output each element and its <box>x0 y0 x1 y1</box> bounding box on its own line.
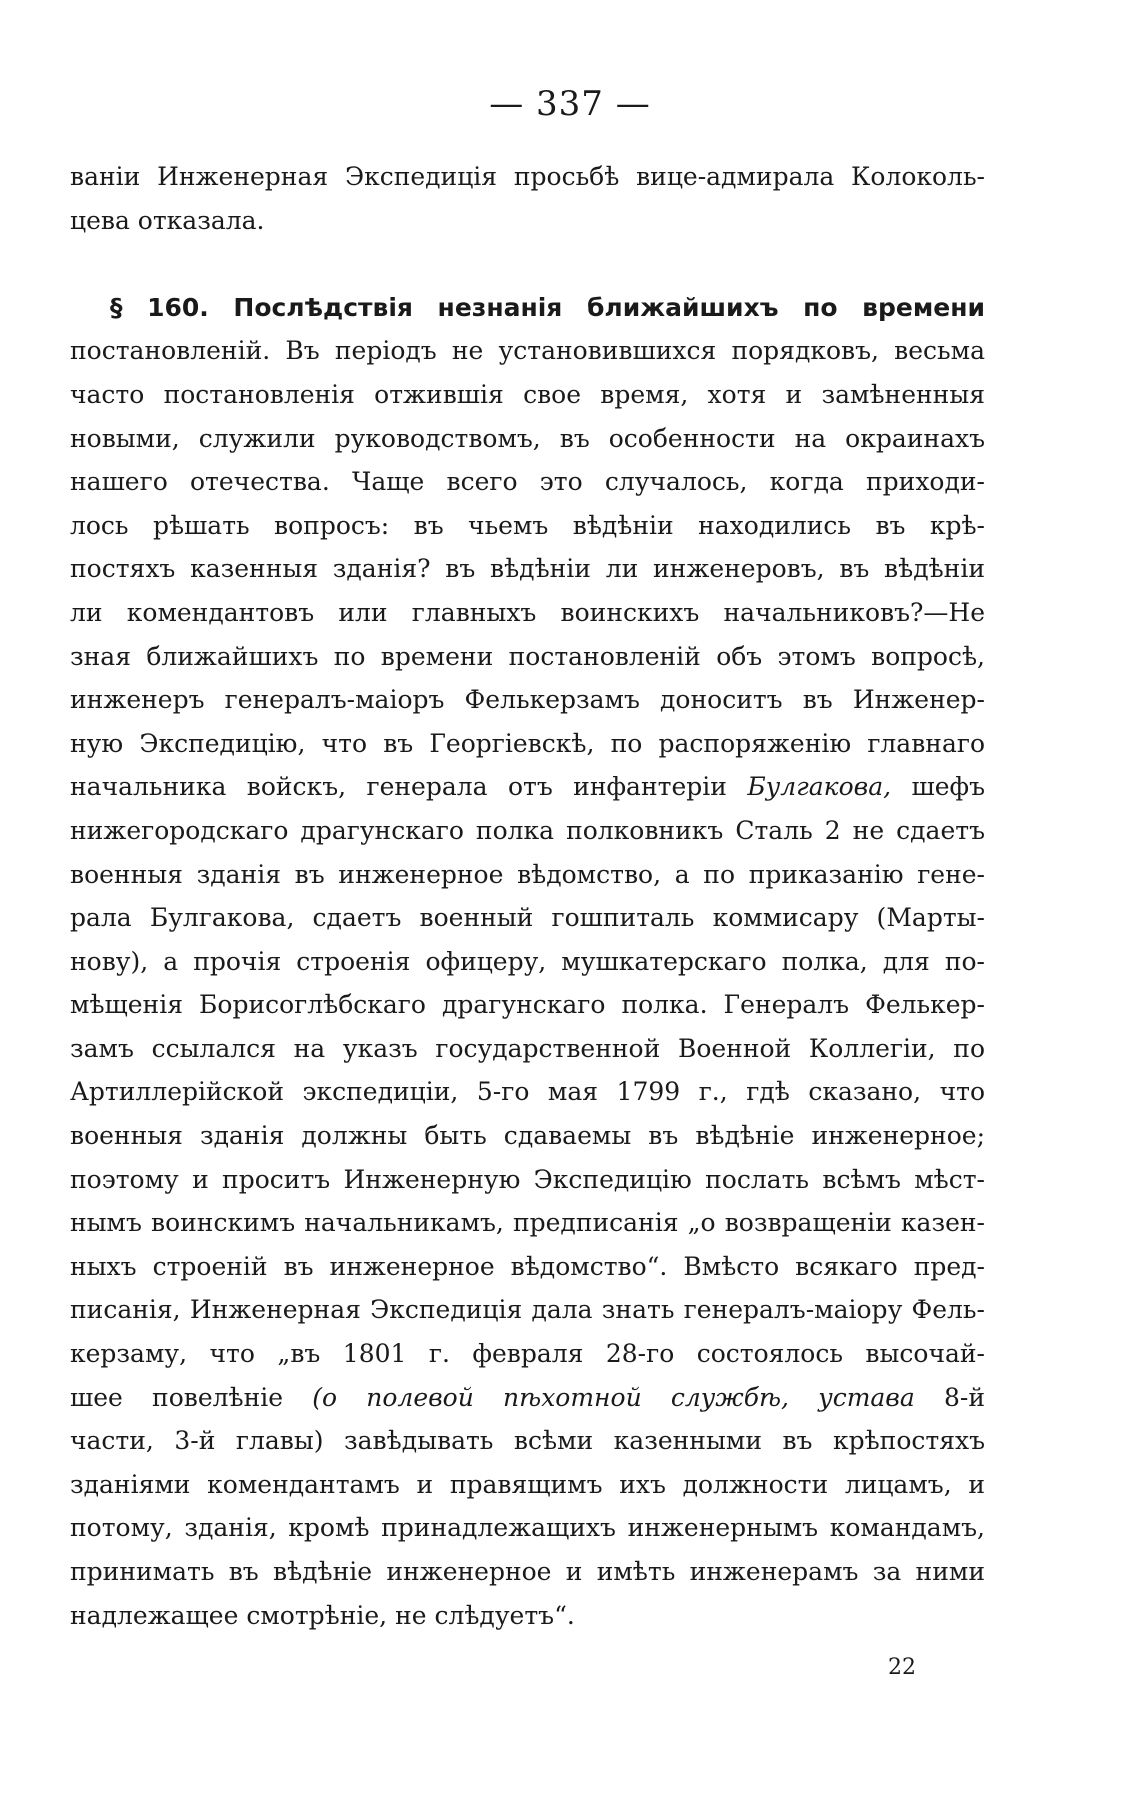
page-number: — 337 — <box>489 84 651 124</box>
italic-name-bulgakov: Булгакова, <box>747 772 892 802</box>
text-line-mixed <box>70 765 985 809</box>
text-line: нымъ воинскимъ начальникамъ, предписанія „о возвращеніи казен- <box>70 1208 985 1238</box>
text-line: части, 3-й главы) завѣдывать всѣми казенными въ крѣпостяхъ <box>70 1426 985 1456</box>
text-line: керзаму, что „въ 1801 г. февраля 28-го состоялось высочай- <box>70 1339 985 1369</box>
italic-ustav-reference: (о полевой пѣхотной службѣ, устава <box>312 1382 915 1412</box>
text-line: постановленій. Въ періодъ не установившихся порядковъ, весьма <box>70 336 985 366</box>
text-line: нижегородскаго драгунскаго полка полковникъ Сталь 2 не сдаетъ <box>70 815 985 845</box>
text-line: зданіями комендантамъ и правящимъ ихъ должности лицамъ, и <box>70 1469 985 1499</box>
text-line: писанія, Инженерная Экспедиція дала знать генералъ-маіору Фель- <box>70 1295 985 1325</box>
text-line: ли комендантовъ или главныхъ воинскихъ начальниковъ?—Не <box>70 597 985 627</box>
text-line: лось рѣшать вопросъ: въ чьемъ вѣдѣніи находились въ крѣ- <box>70 510 985 540</box>
text-line: новыми, служили руководствомъ, въ особенности на окраинахъ <box>70 423 985 453</box>
text-line: поэтому и проситъ Инженерную Экспедицію послать всѣмъ мѣст- <box>70 1164 985 1194</box>
text-line: ную Экспедицію, что въ Георгіевскѣ, по распоряженію главнаго <box>70 728 985 758</box>
text-line: Артиллерійской экспедиціи, 5-го мая 1799 г., гдѣ сказано, что <box>70 1077 985 1107</box>
text-line: потому, зданія, кромѣ принадлежащихъ инженернымъ командамъ, <box>70 1513 985 1543</box>
text-span: 8-й <box>914 1382 985 1412</box>
body-text <box>70 155 985 1637</box>
text-line: замъ ссылался на указъ государственной Военной Коллегіи, по <box>70 1033 985 1063</box>
text-line: постяхъ казенныя зданія? въ вѣдѣніи ли инженеровъ, въ вѣдѣніи <box>70 554 985 584</box>
text-line: ныхъ строеній въ инженерное вѣдомство“. Вмѣсто всякаго пред- <box>70 1251 985 1281</box>
text-line: мѣщенія Борисоглѣбскаго драгунскаго полка. Генералъ Фелькер- <box>70 990 985 1020</box>
text-line: рала Булгакова, сдаетъ военный гошпиталь коммисару (Марты- <box>70 903 985 933</box>
text-line: инженеръ генералъ-маіоръ Фелькерзамъ доноситъ въ Инженер- <box>70 685 985 715</box>
text-line-mixed <box>70 1376 985 1420</box>
text-line: нашего отечества. Чаще всего это случалось, когда приходи- <box>70 467 985 497</box>
text-span: шефъ <box>891 772 985 802</box>
text-span: начальника войскъ, генерала отъ инфантеріи <box>70 772 748 802</box>
text-line: военныя зданія въ инженерное вѣдомство, а по приказанію гене- <box>70 859 985 889</box>
text-line: нову), а прочія строенія офицеру, мушкатерскаго полка, для по- <box>70 946 985 976</box>
text-line: военныя зданія должны быть сдаваемы въ вѣдѣніе инженерное; <box>70 1121 985 1151</box>
text-line: ваніи Инженерная Экспедиція просьбѣ вице-адмирала Колоколь- <box>70 162 985 191</box>
text-span: шее повелѣніе <box>70 1382 313 1412</box>
text-line: зная ближайшихъ по времени постановленій объ этомъ вопросѣ, <box>70 641 985 671</box>
text-line: часто постановленія отжившія свое время, хотя и замѣненныя <box>70 379 985 409</box>
text-line: цева отказала. <box>70 205 265 235</box>
text-line: надлежащее смотрѣніе, не слѣдуетъ“. <box>70 1600 575 1630</box>
printer-signature-mark: 22 <box>888 1655 916 1680</box>
text-line: принимать въ вѣдѣніе инженерное и имѣть инженерамъ за ними <box>70 1557 985 1586</box>
faded-line <box>70 242 985 286</box>
section-heading: § 160. Послѣдствія незнанія ближайшихъ по времени <box>110 292 985 322</box>
